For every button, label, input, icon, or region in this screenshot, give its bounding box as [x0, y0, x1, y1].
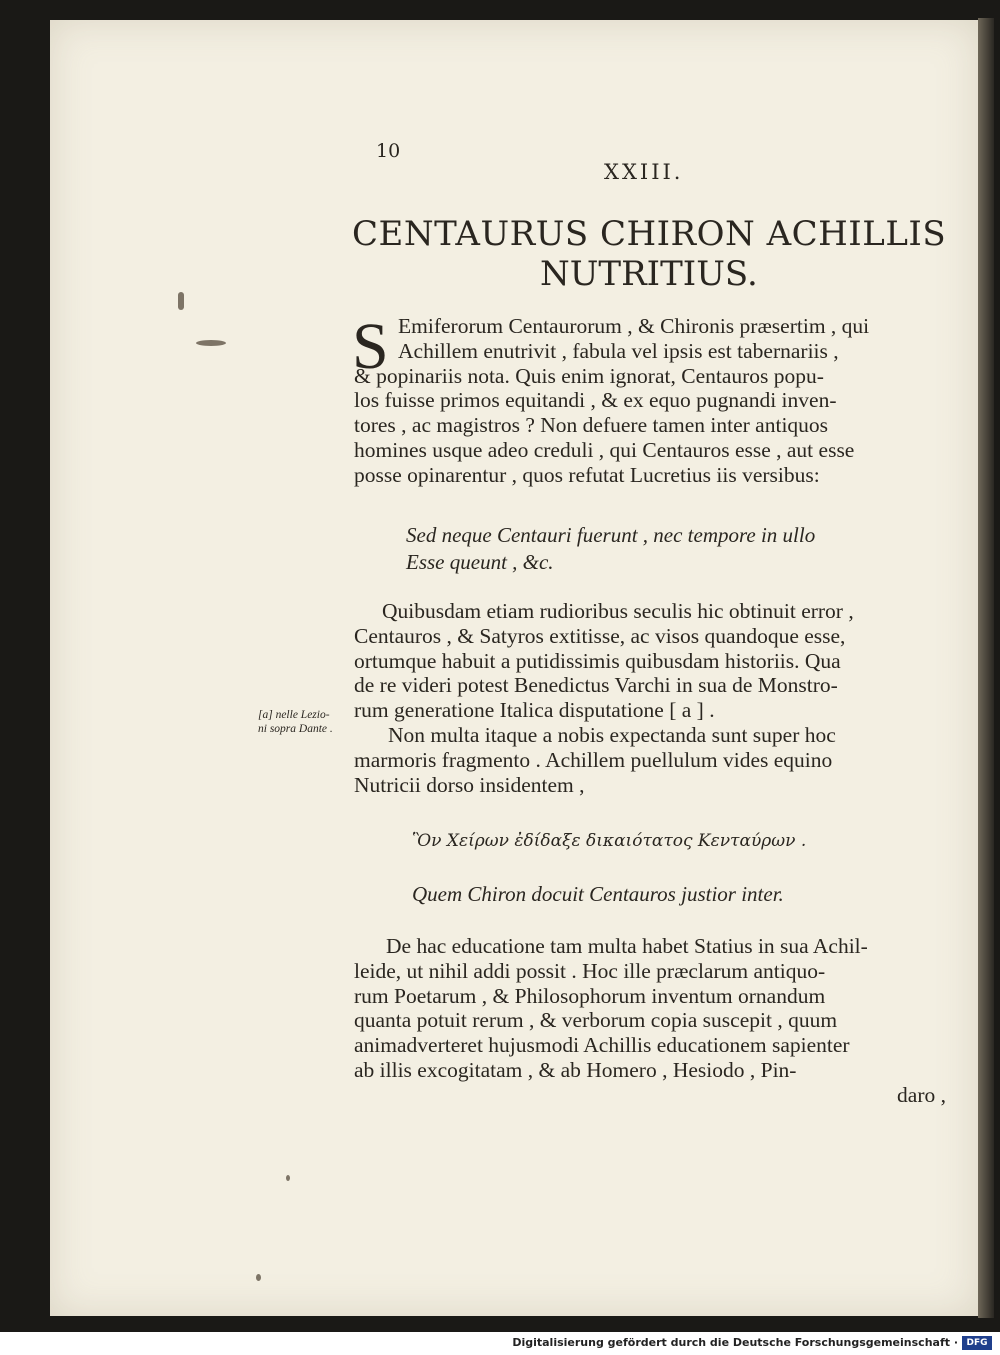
paragraph-line: quanta potuit rerum , & verborum copia suscepit , quum	[354, 1008, 838, 1033]
latin-verse: Quem Chiron docuit Centauros justior inter.	[412, 882, 784, 906]
paragraph-line: ab illis excogitatam , & ab Homero , Hesiodo , Pin-	[354, 1057, 797, 1082]
verse-quote	[406, 522, 815, 576]
footer-bar	[0, 1332, 1000, 1355]
paragraph-line: marmoris fragmento . Achillem puellulum vides equino	[354, 747, 833, 772]
paragraph-line: homines usque adeo creduli , qui Centauros esse , aut esse	[354, 437, 855, 462]
paragraph-line: Centauros , & Satyros extitisse, ac visos quandoque esse,	[354, 623, 846, 648]
title-line-1: CENTAURUS CHIRON ACHILLIS	[352, 214, 947, 254]
paragraph-line: Achillem enutrivit , fabula vel ipsis est tabernariis ,	[398, 338, 839, 363]
footer-credit: Digitalisierung gefördert durch die Deutsche Forschungsgemeinschaft ·	[512, 1336, 958, 1349]
paragraph-3	[354, 934, 954, 1108]
title-line-2: NUTRITIUS.	[540, 254, 758, 294]
paper-speck	[256, 1274, 261, 1281]
verse-line: Esse queunt , &c.	[406, 550, 554, 574]
paragraph-1	[352, 310, 954, 488]
paragraph-line: rum generatione Italica disputatione [ a ] .	[354, 698, 715, 723]
paragraph-line: De hac educatione tam multa habet Statius in sua Achil-	[386, 934, 868, 958]
paragraph-line: Emiferorum Centaurorum , & Chironis præsertim , qui	[398, 314, 870, 338]
margin-note-line: [a] nelle Lezio-	[258, 709, 330, 721]
paper-stain	[196, 340, 226, 346]
page-edge	[978, 18, 994, 1318]
paper-speck	[286, 1175, 290, 1181]
paragraph-line: tores , ac magistros ? Non defuere tamen inter antiquos	[354, 413, 829, 438]
drop-cap: S	[352, 310, 389, 383]
verse-line: Sed neque Centauri fuerunt , nec tempore in ullo	[406, 523, 816, 547]
page-number: 10	[376, 140, 401, 162]
paragraph-line: Quibusdam etiam rudioribus seculis hic obtinuit error ,	[382, 599, 854, 623]
dfg-logo: DFG	[962, 1336, 992, 1350]
paragraph-line: Non multa itaque a nobis expectanda sunt super hoc	[388, 722, 836, 747]
paragraph-2	[354, 599, 954, 797]
section-number: XXIII.	[604, 160, 684, 184]
paragraph-line: posse opinarentur , quos refutat Lucretius iis versibus:	[354, 462, 820, 487]
paragraph-line: animadverteret hujusmodi Achillis educationem sapienter	[354, 1033, 850, 1058]
greek-verse: Ὃν Χείρων ἐδίδαξε δικαιότατος Κενταύρων .	[412, 831, 807, 851]
margin-note	[258, 708, 358, 736]
paragraph-line: rum Poetarum , & Philosophorum inventum ornandum	[354, 983, 826, 1008]
paper-stain	[178, 292, 184, 310]
paragraph-line: ortumque habuit a putidissimis quibusdam historiis. Qua	[354, 648, 841, 673]
catchword: daro ,	[897, 1082, 946, 1107]
paragraph-line: los fuisse primos equitandi , & ex equo pugnandi inven-	[354, 388, 837, 413]
paragraph-line: de re videri potest Benedictus Varchi in sua de Monstro-	[354, 673, 838, 698]
paragraph-line: Nutricii dorso insidentem ,	[354, 772, 585, 797]
paragraph-line: & popinariis nota. Quis enim ignorat, Centauros popu-	[354, 363, 824, 388]
paragraph-line: leide, ut nihil addi possit . Hoc ille præclarum antiquo-	[354, 958, 826, 983]
margin-note-line: ni sopra Dante .	[258, 723, 333, 735]
